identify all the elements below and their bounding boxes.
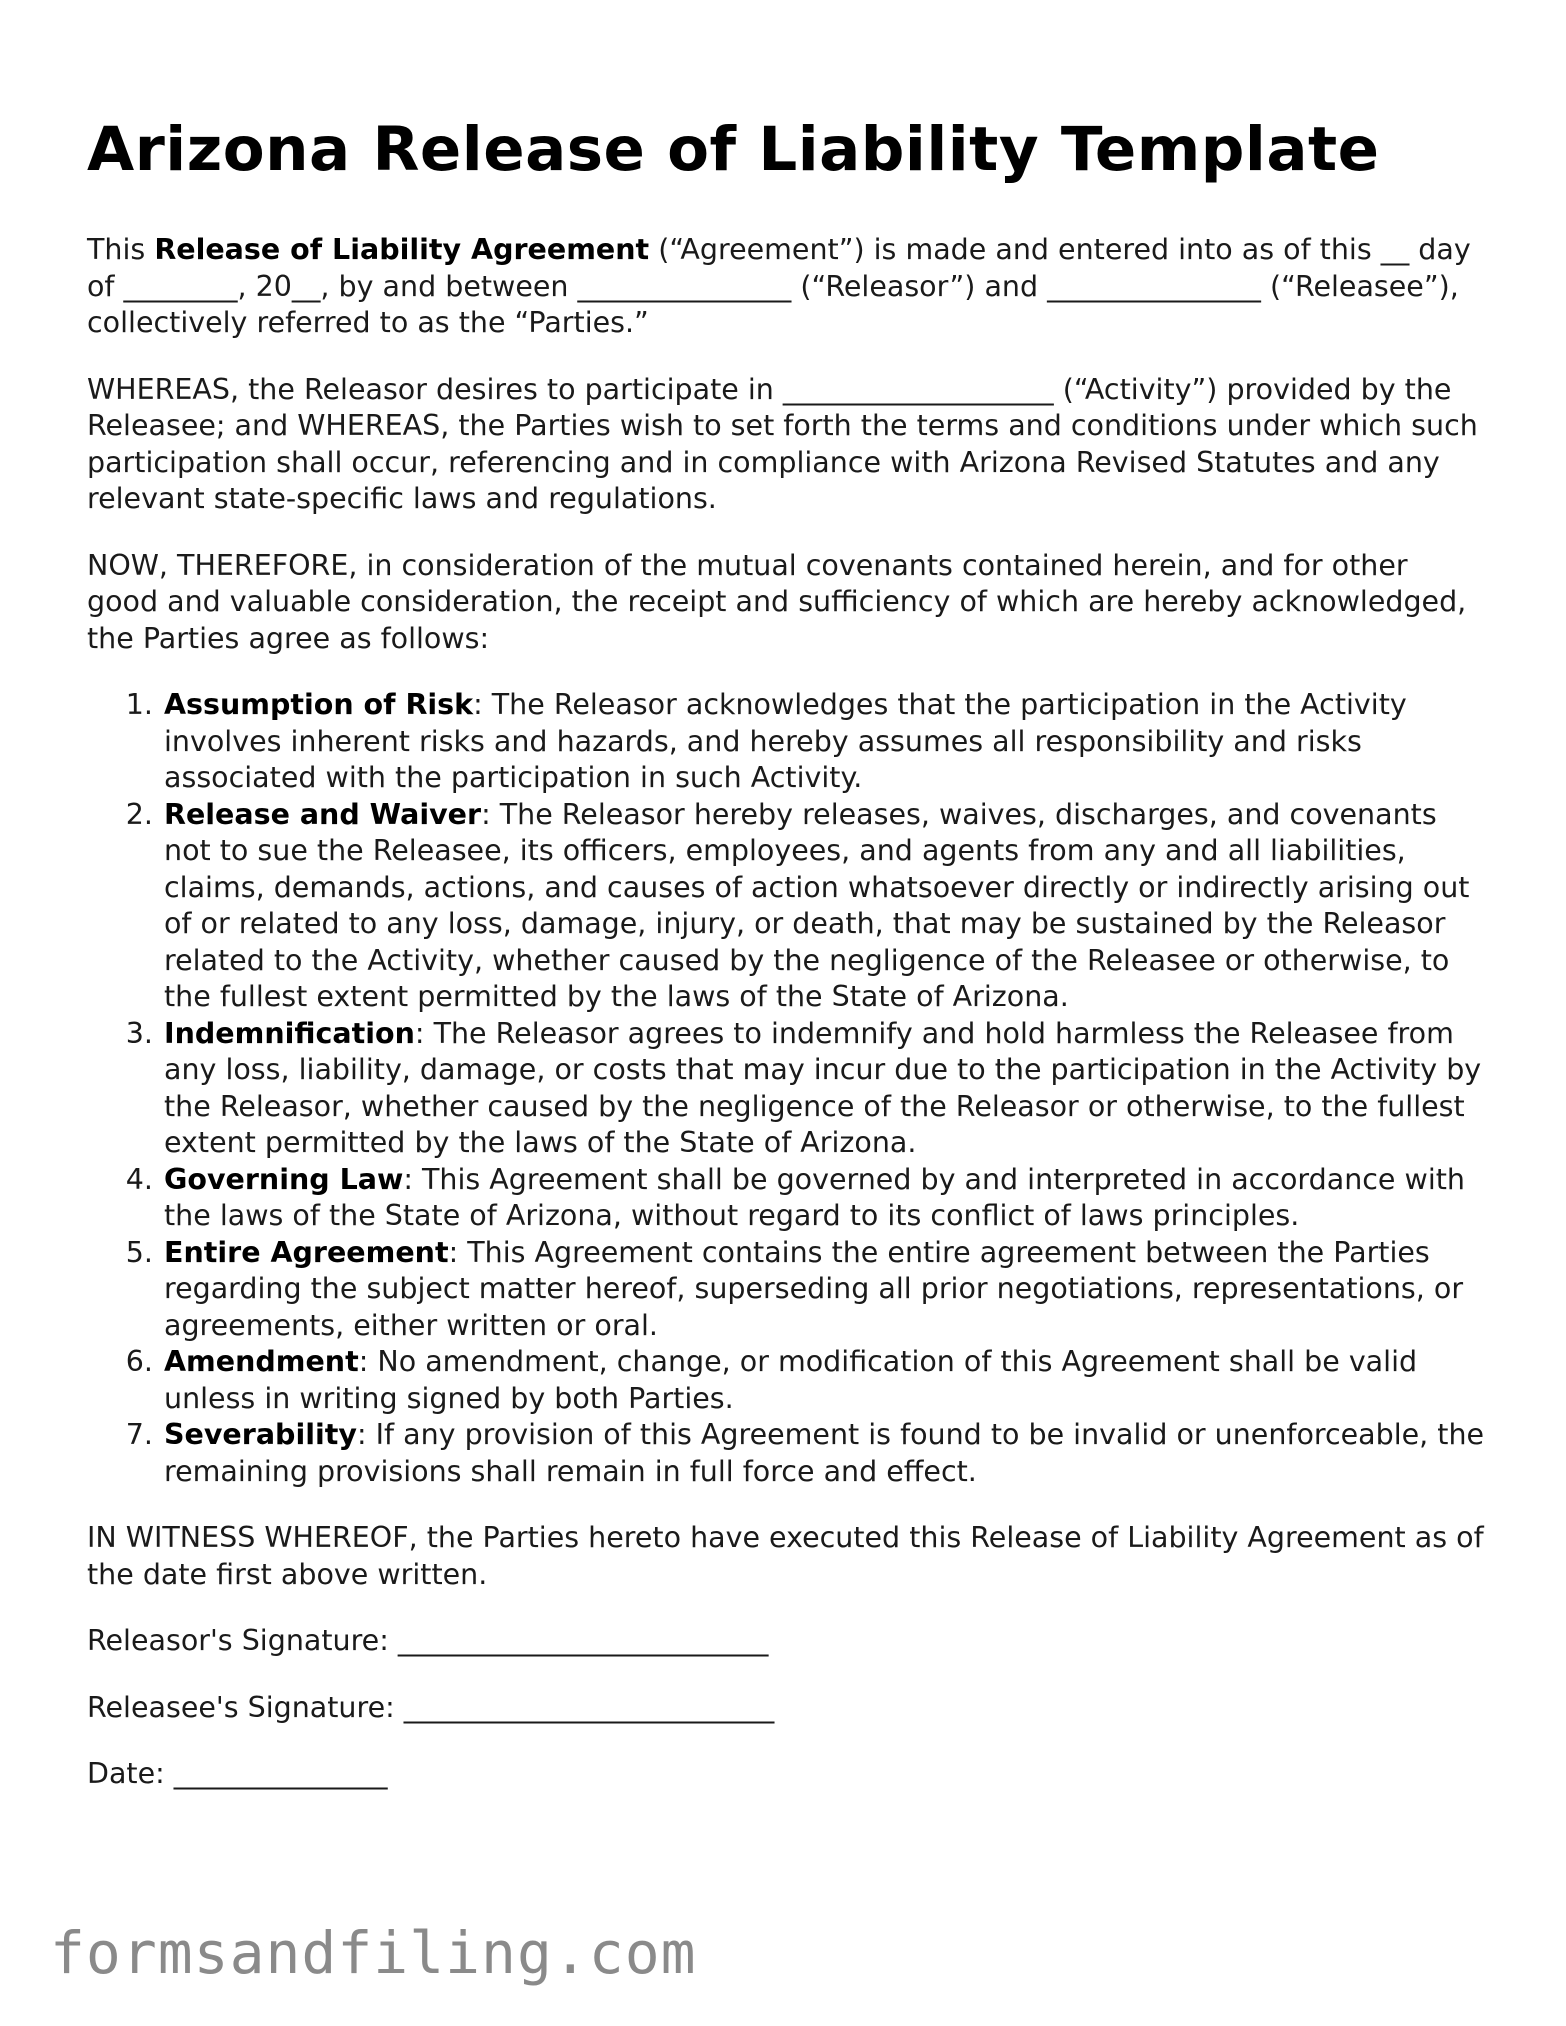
clause-heading: Governing Law	[164, 1162, 404, 1196]
document-page	[87, 108, 1487, 1823]
page-title: Arizona Release of Liability Template	[87, 114, 1380, 185]
clause-text: : The Releasor acknowledges that the participation in the Activity involves inherent risks and hazards, and hereby assumes all responsibility and risks associated with the participation in such Activity.	[164, 688, 1407, 794]
clauses-list	[87, 687, 1487, 1490]
whereas-paragraph: WHEREAS, the Releasor desires to participate in ___________________ (“Activity”) provided by the Releasee; and WHEREAS, the Parties wish to set forth the terms and conditions under which such participation shall occur, referencing and in compliance with Arizona Revised Statutes and any relevant state-specific laws and regulations.	[87, 372, 1478, 515]
clause-heading: Severability	[164, 1418, 357, 1451]
intro-paragraph	[87, 232, 1487, 342]
clause-heading: Indemnification	[164, 1016, 415, 1050]
clause-item	[162, 687, 1487, 797]
releasor-signature-line: Releasor's Signature: __________________________	[87, 1624, 769, 1657]
watermark-text: formsandfiling.com	[50, 1919, 697, 1987]
clause-heading: Entire Agreement	[164, 1235, 449, 1269]
now-therefore-paragraph: NOW, THEREFORE, in consideration of the mutual covenants contained herein, and for other good and valuable consideration, the receipt and sufficiency of which are hereby acknowledged, the Parties agree as follows:	[87, 548, 1467, 655]
clause-text: : This Agreement contains the entire agreement between the Parties regarding the subject matter hereof, superseding all prior negotiations, representations, or agreements, either written or oral.	[164, 1235, 1464, 1342]
clause-item	[162, 1016, 1487, 1162]
clause-text: : No amendment, change, or modification of this Agreement shall be valid unless in writing signed by both Parties.	[164, 1345, 1418, 1415]
witness-paragraph: IN WITNESS WHEREOF, the Parties hereto have executed this Release of Liability Agreement as of the date first above written.	[87, 1521, 1484, 1591]
releasee-signature-line: Releasee's Signature: __________________________	[87, 1690, 775, 1724]
clause-item	[162, 1235, 1487, 1345]
intro-text-rest: (“Agreement”) is made and entered into as of this __ day of ________, 20__, by and between _______________ (“Releasor”) and _______________ (“Releasee”), collectively referred to as the “Parties.”	[87, 233, 1471, 339]
clause-text: : If any provision of this Agreement is found to be invalid or unenforceable, the remaining provisions shall remain in full force and effect.	[164, 1418, 1485, 1488]
clause-heading: Assumption of Risk	[164, 688, 474, 721]
intro-agreement-name: Release of Liability Agreement	[154, 233, 650, 266]
clause-text: : The Releasor agrees to indemnify and hold harmless the Releasee from any loss, liability, damage, or costs that may incur due to the participation in the Activity by the Releasor, whether caused by the negligence of the Releasor or otherwise, to the fullest extent permitted by the laws of the State of Arizona.	[164, 1016, 1482, 1159]
clause-item	[162, 1417, 1487, 1490]
clause-item	[162, 1162, 1487, 1235]
intro-text-start: This	[87, 233, 155, 266]
clause-text: : The Releasor hereby releases, waives, discharges, and covenants not to sue the Releasee, its officers, employees, and agents from any and all liabilities, claims, demands, actions, and causes of action whatsoever directly or indirectly arising out of or related to any loss, damage, injury, or death, that may be sustained by the Releasor related to the Activity, whether caused by the negligence of the Releasee or otherwise, to the fullest extent permitted by the laws of the State of Arizona.	[164, 797, 1470, 1013]
clause-item	[162, 797, 1487, 1016]
date-line: Date: _______________	[87, 1757, 388, 1790]
clause-item	[162, 1344, 1487, 1417]
clause-heading: Release and Waiver	[164, 797, 482, 831]
clause-text: : This Agreement shall be governed by and interpreted in accordance with the laws of the State of Arizona, without regard to its conflict of laws principles.	[164, 1162, 1465, 1232]
clause-heading: Amendment	[164, 1345, 359, 1378]
